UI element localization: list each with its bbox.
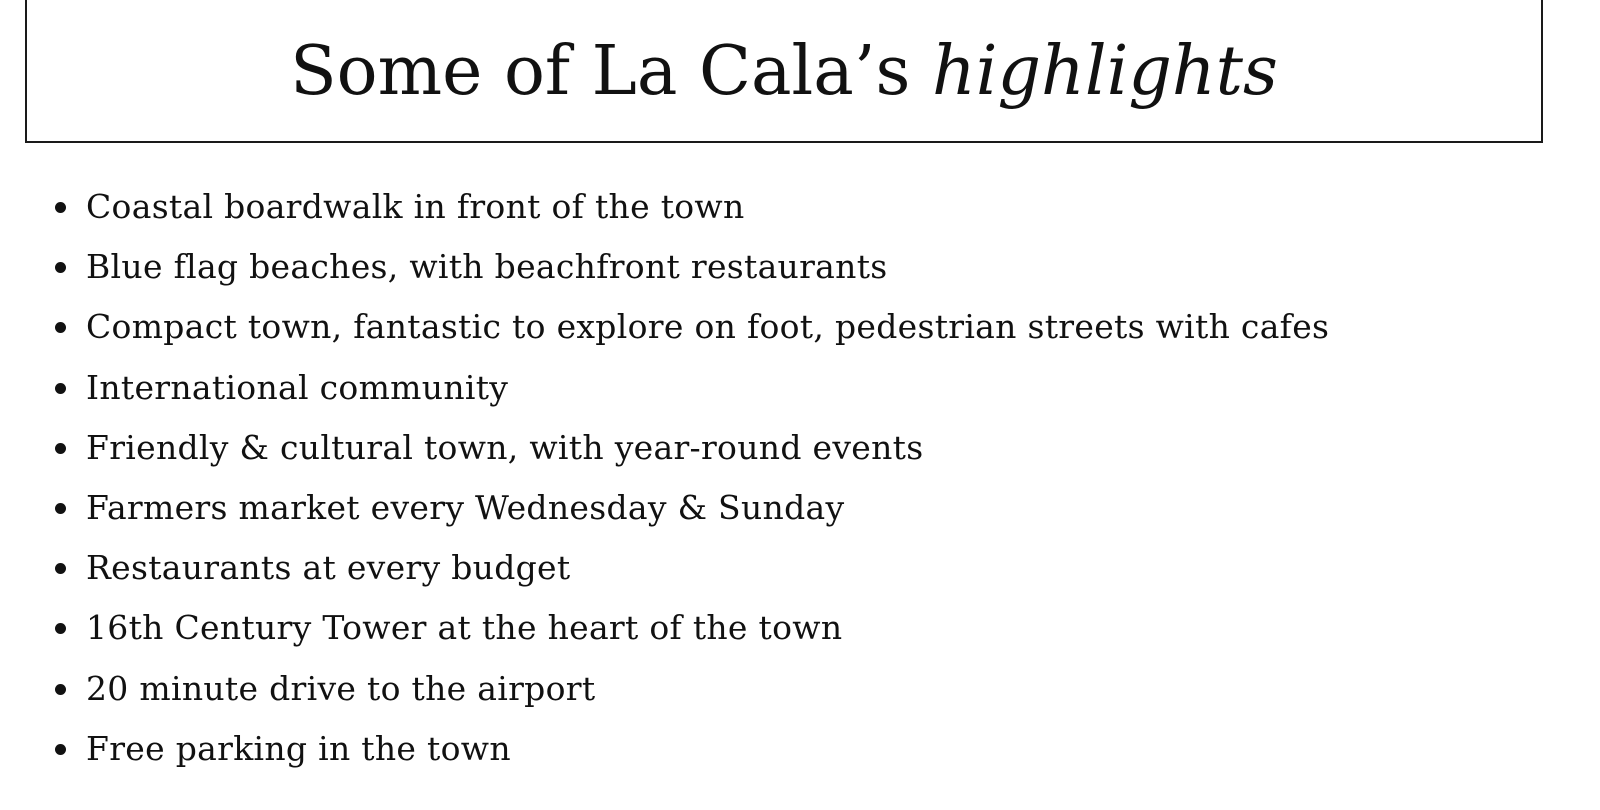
list-item-text: Compact town, fantastic to explore on foot, pedestrian streets with cafes [86, 307, 1330, 347]
bullet-icon [55, 322, 66, 333]
list-item-text: Free parking in the town [86, 728, 511, 768]
bullet-icon [55, 684, 66, 695]
highlights-list [0, 177, 1329, 779]
bullet-icon [55, 623, 66, 634]
bullet-icon [55, 563, 66, 574]
list-item [0, 237, 1329, 297]
list-item [0, 297, 1329, 357]
bullet-icon [55, 744, 66, 755]
list-item [0, 358, 1329, 418]
list-item [0, 598, 1329, 658]
list-item [0, 478, 1329, 538]
title-emphasis-text: highlights [931, 32, 1278, 111]
list-item-text: Restaurants at every budget [86, 548, 571, 588]
bullet-icon [55, 262, 66, 273]
list-item-text: Blue flag beaches, with beachfront restaurants [86, 247, 888, 287]
bullet-icon [55, 503, 66, 514]
bullet-icon [55, 383, 66, 394]
list-item-text: 16th Century Tower at the heart of the town [86, 608, 843, 648]
list-item-text: Friendly & cultural town, with year-round events [86, 427, 924, 467]
list-item [0, 418, 1329, 478]
list-item-text: 20 minute drive to the airport [86, 668, 596, 708]
list-item-text: Coastal boardwalk in front of the town [86, 187, 745, 226]
list-item [0, 538, 1329, 598]
bullet-icon [55, 443, 66, 454]
list-item [0, 659, 1329, 719]
title-main-text: Some of La Cala’s [290, 32, 932, 111]
bullet-icon [55, 202, 66, 213]
list-item [0, 719, 1329, 779]
list-item-text: International community [86, 367, 509, 407]
list-item-text: Farmers market every Wednesday & Sunday [86, 487, 845, 527]
list-item [0, 177, 1329, 237]
page-title [290, 32, 1278, 111]
title-box [25, 0, 1543, 143]
